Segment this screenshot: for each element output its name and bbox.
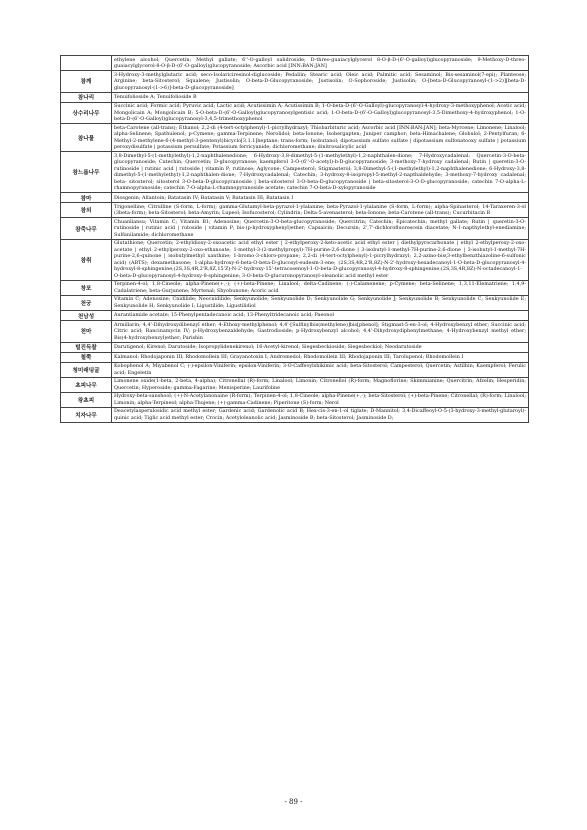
plant-name-cell: 참나리: [61, 92, 112, 102]
plant-name-cell: 창포: [61, 280, 112, 295]
plant-name-cell: 청미래덩굴: [61, 362, 112, 377]
table-row: [61, 377, 529, 392]
plant-name-cell: [61, 56, 112, 71]
compound-list-cell: Armillarin; 4,4'-Dihydroxydibenzyl ether; 4-Ethoxy-methylphenol; 4,4'-[Sulfinylbis(methylene)]bis[phenol]; Stigmast-5-en-3-ol; 4-Hydroxybenzyl ether; Succinic acid; Citric acid; Rancinamycin IV; p-Hydroxybenzaldehyde; Gastrodioside; p-Hydroxybenzyl alcohol; 4,4'-Dihydroxydiphenylmethane; 4-Hydroxybenzyl methyl ether; Bis(4-hydroxybenzyl)ether; Parishin: [112, 321, 529, 343]
plant-name-cell: 털진득찰: [61, 342, 112, 352]
compound-list-cell: 3,8-Dimethyl-5-(1-methylethyl)-1,2-naphthalenedione; 6-Hydroxy-3,8-dimethyl-5-(1-methylethyl)-1,2-naphthalen-dione; 7-Hydroxycadalenal; Quercetin-3-O-beta-glucopyranoside; Catechin; Quercetin; D-glucopyranose; kaempferol 3-O-(6''-O-acetyl)-b-D-glucopyranoside; 3-methoxy-7-hydroxy cadalenal; Rutin | queretin-3-O-rutinoside | rutinic acid | rutoside | vitamin P; rutinose; Aglycone; Campesterol; Stigmasterol; 3,8-Dimethyl-5-(1-methylethyl)-1,2-naphthalenedione; 6-Hydroxy-3,8-dimethyl-5-(1-methylethyl)-1,2-naphthalen-dione; 7-Hydroxycadalenal; Catechin; 3-hydroxy-8-isopropyl-5-methyl-2-napthaldehyde; 3-methoxy-7-hydroxy cadalenal; beta- sitosterol; sitosterol 3-O-beta-D-glucopyranoside | beta-sitosterol 3-O-beta-D-glucopyranoside | beta-sitosterol-3-O-D-glucopyranoside; catechin 7-O-alpha-L-rhamnopyranoside; catechin 7-O-alpha-L-rhamnopyranoside acetate; catechin 7-O-beta-D-xylopyranoside: [112, 152, 529, 193]
plant-name-cell: 참나물: [61, 124, 112, 152]
compound-list-cell: Kobophenol A; Miyabenol C; (-)-epsilon-Viniferin; epsilon-Viniferin; 3-O-Caffeoylshikimic acid; beta-Sitosterol; Campesterol; Quercetin; Astilbin; Kaempferol; Ferulic acid; Engeletin: [112, 362, 529, 377]
table-row: [61, 239, 529, 280]
compound-list-cell: Diosgenin; Allantoin; Batatasin IV; Batatasin V; Batatasin III; Batatasin I: [112, 193, 529, 203]
table-row: [61, 352, 529, 362]
table-row: [61, 71, 529, 93]
compound-list-cell: Terpinen-4-ol; 1,8-Cineole; alpha-Pinene(+,-); (+)-beta-Pinene; Linalool; delta-Cadinene; (-)-Calamenene; p-Cymene; beta-Selinene; 1,3,11-Elematriene; 1,4,9-Cadalatriene; beta-Gurjunene; Myrtenal; Shyobunone; Acoric acid: [112, 280, 529, 295]
compound-list-cell: Glutathione; Quercetin; 2-ethyldioxy-2-oxoacetic acid ethyl ester | 2-ethylperoxy-2-keto-acetic acid ethyl ester | diethylpyrocarbonate | ethyl 2-ethylperoxy-2-oxo-acetate | ethyl 2-ethylperoxy-2-oxo-ethanoate; 1-methyl-3-(2-methylpropyl)-7H-purine-2,6-dione | 3-isobutyl-1-methyl-7H-purine-2,6-dione | 3-isobutyl-1-methyl-7H-purine-2,6-quinone | isobutylmethyl xanthine; 1-bromo-3-chloro-propane; 2,2-di (4-tert-octylphenyl)-1-picrylhydrazyl; 2,2-azino-bis(3-ethylbenzthiazoline-6-sulfonic acid) (ABTS); dexamethasone; 1-alpha-hydroxy-6-beta-O-beta-D-glucosyl-eudesm-3-ene; (2S,3S,4R,2'R,8Z)-N-2'-hydroxy-hexadecanoyl-1-O-beta-D-glucopyranosyl-4-hydroxyl-8-sphingenine;(2S,3S,4R,2'R,8Z,15'Z)-N-2'-hydroxy-15'-tetracosenoyl-1-O-beta-D-glucopyranosyl-4-hydroxy-8-sphingenine;(2S,3S,4R,8Z)-N-octadecanoyl-1-O-beta-D-glucopyranosyl-4-hydroxy-8-sphingenine; 3-O-beta-D-glucuronopyranosyl-oleanolic acid methyl ester: [112, 239, 529, 280]
plant-name-cell: 참깨: [61, 71, 112, 93]
plant-name-cell: 천남성: [61, 311, 112, 321]
table-row: [61, 218, 529, 240]
table-row: [61, 152, 529, 193]
compound-list-cell: Kalmanol; Rhodojaponin III; Rhodomollein III; Grayanotoxin I; Andromedol; Rhodomollein III; Rhodojaponin III; Tarolupenol; Rhodomollein I: [112, 352, 529, 362]
plant-name-cell: 참마: [61, 193, 112, 203]
table-body: [61, 56, 529, 423]
document-page: [60, 55, 529, 423]
compound-list-cell: beta-Carotene (all-trans); Ethanol; 2,2-di (4-tert-octylphenyl)-1-picrylhydrazyl; Thiobarbituric acid; Ascorbic acid [INN:BAN:JAN]; beta-Myrcene; Limonene; Linalool; alpha-Selinene; Spathulenol; p-Cymene; gamma-Terpinene; Nerolidol; beta-Ionone; Isobergapten; Juniper camphor; beta-Himachalene; Globulol; 2-Pentylfuran; 6-Methyl-2-methylene-6-(4-methyl-3-pentenyl)bicyclo[3.1.1]heptane; trans-form; Isobutanol; dipotassium sulfato sulfate | dipotassium sulfonatooxy sulfate | potassium peroxydisulfate | potassium persulfate; Potassium ferricyanide; dichloromethane; dinitrosalicylic acid: [112, 124, 529, 152]
plant-name-cell: 철쭉: [61, 352, 112, 362]
compound-list-cell: Succinic acid; Formic acid; Pyruvic acid; Lactic acid; Acutissimin A; Acutissimin B; 1-O-beta-D-(6'-O-Galloyl)-glucopyranosyl-4-hydroxy-3-methoxyphenol; Acetic acid; Mongolicain A; Mongolicain B; 5-O-beta-D-(6'-O-Galloyl)glucopyranosylgentisic acid; 1-O-beta-D-(6'-O-Galloyl)glucopyranosyl-3,5-Dimethoxy-4-hydroxyphenol; 1-O-beta-D-(6'-O-Galloyl)glucopyranosyl-3,4,5-trimethoxyphenol: [112, 102, 529, 124]
table-row: [61, 407, 529, 422]
table-row: [61, 92, 529, 102]
table-row: [61, 311, 529, 321]
compound-list-cell: Deacetylasperulosidic acid methyl ester; Gardenic acid; Gardenolic acid B; Hex-cis-3-en-1-ol tiglate; D-Mannitol; 3,4-Dicaffeoyl-O-5-(3-hydroxy-3-methyl-glutaroyl)-quinic acid; Tiglic acid methyl ester; Crocin; Acetyloleanolic acid; Jasminoside B; beta-Sitosterol; Jasminoside D;: [112, 407, 529, 422]
plant-name-cell: 상수리나무: [61, 102, 112, 124]
compound-list-cell: ethylene alcohol; Quercetin; Methyl gallate; 6''-O-galloyl salidroside; D-threo-guaiacylglycerol 8-O-β-D-(6'-O-galloyl)glucopyranoside; 9-Methoxy-D-threo-guaiacylglycerol-8-O-β-D-(6'-O-galloyl)glucopyranoside; Ascorbic acid [INN:BAN:JAN]: [112, 56, 529, 71]
plant-name-cell: 초피나무: [61, 377, 112, 392]
plant-name-cell: 치자나무: [61, 407, 112, 422]
table-row: [61, 295, 529, 310]
table-row: [61, 321, 529, 343]
compound-list-cell: 3-Hydroxy-3-methylglutaric acid; seco-Isolariciresinol-diglucoside; Pedaliin; Stearic acid; Oleic acid; Palmitic acid; Sesaminol; Bis-sesaminol(7-epi); Planteose; Arginine; beta-Sitosterol; Squalene; Justisolin; O-beta-D-Glucopyranoside; Justisolin; O-Sophoroside; Justisolin; O-[beta-D-Glucopyranosyl-(1->2)][beta-D-glucopyranosyl-(1->6)]-beta-D-glucopyranoside]: [112, 71, 529, 93]
plant-name-cell: 천마: [61, 321, 112, 343]
table-row: [61, 362, 529, 377]
compound-list-cell: Vitamin C; Adenosine; Cnidilide; Neocnidilide; Senkyunolide; Senkyunolide D; Senkyunolide G; Senkyunolide J; Senkyunolide B; Senkyunolide C; Senkyunolide E; Senkyunolide H; Senkyunolide I; Ligustilide; Ligustilidiol: [112, 295, 529, 310]
compound-list-cell: Aurantiamide acetate; 15-Phenylpentadecanoic acid; 13-Phenyltridecanoic acid; Paeonol: [112, 311, 529, 321]
table-row: [61, 392, 529, 407]
plant-name-cell: 참외: [61, 203, 112, 218]
plant-name-cell: 참죽나무: [61, 218, 112, 240]
compound-list-cell: Chuanliansu; Vitamin C; Vitamin B1; Adenosine; Quercetin-3-O-beta-glucopyranoside; Quercitrin; Catechin; Epicatechin; methyl gallate; Rutin | queretin-3-O-rutinoside | rutinic acid | rutoside | vitamin P; bis-(p-hydroxyphenyl)ether; Capsaicin; Decursin; 2',7'-dichlorofluorescein diacetate; N-1-napthylethyl-enediamine; Sulfanilamide; dichloromethane: [112, 218, 529, 240]
table-row: [61, 342, 529, 352]
table-row: [61, 193, 529, 203]
plant-name-cell: 천궁: [61, 295, 112, 310]
table-row: [61, 102, 529, 124]
plant-name-cell: 참느릅나무: [61, 152, 112, 193]
compound-list-cell: Limonene oxide(1-beta, 2-beta, 4-alpha); Citronellal (R)-form; Linalool; Limonin; Citronellol (R)-form; Magnoflorine; Skimmianine; Quercitrin; Afzelin; Hesperidin; Quercetin; Hyperoside; gamma-Fagarine; Menisperine; Laurifoline: [112, 377, 529, 392]
table-row: [61, 203, 529, 218]
compound-list-cell: Hydroxy-beta-sanshool; (+)-N-Acetylanonaine (R-form); Terpinen-4-ol; 1,8-Cineole; alpha-Pinene(+,-); beta-Sitosterol; (+)-beta-Pinene; Citronellal; (R)-form; Linalool; Limonin; alpha-Terpineol; alpha-Thujene; (+)-gamma-Cadinene; Piperitone (S)-form; Nerol: [112, 392, 529, 407]
table-row: [61, 280, 529, 295]
plant-compound-table: [60, 55, 529, 423]
plant-name-cell: 왕초피: [61, 392, 112, 407]
compound-list-cell: Darutigenol; Kirenol; Darutoside; Isopropylidenekirenol; 16-Acetyl-kirenol; Siegesbeckioside; Siegesbeckiol; Neodarutoside: [112, 342, 529, 352]
table-row: [61, 56, 529, 71]
table-row: [61, 124, 529, 152]
compound-list-cell: Tenuifolioside A; Tenuifolioside B: [112, 92, 529, 102]
page-number: - 89 -: [284, 798, 303, 806]
compound-list-cell: Trigonelline; Citrulline (S-form, L-form); gamma-Glutamyl-beta-pyrazol-1-ylalanine; beta-Pyrazol-1-ylalanine (S-form, L-form); alpha-Spinasterol; 14-Taraxeren-3-ol (3beta-form); beta-Sitosterol; beta-Amyrin; Lupeol; Isofucosterol; Cylindrin; Delta-5-avenasterol; beta-Ionone; beta-Carotene (all-trans); Cucurbitacin B: [112, 203, 529, 218]
plant-name-cell: 참취: [61, 239, 112, 280]
